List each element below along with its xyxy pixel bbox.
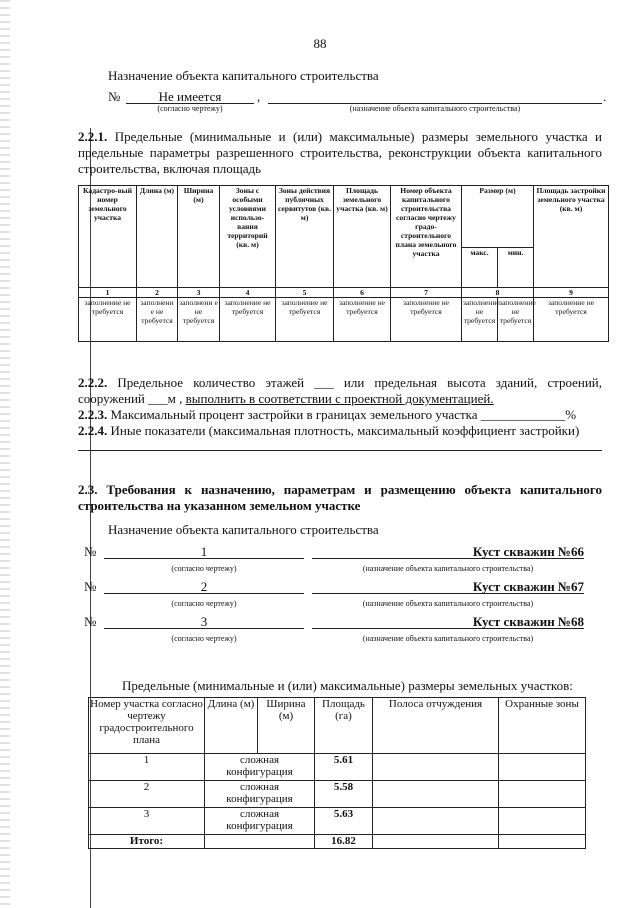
- header-size: Размер (м): [462, 186, 534, 248]
- column-number: 4: [220, 288, 276, 298]
- parameters-table: [78, 185, 609, 342]
- header-object-number: Номер объекта капитального строительства согласно чертежу градо-строительного плана земельного участка: [391, 186, 462, 288]
- item-caption-left: (согласно чертежу): [171, 634, 237, 643]
- paragraph-2-2-3-num: 2.2.3.: [78, 407, 108, 422]
- paragraph-2-2-3-text: Максимальный процент застройки в границах земельного участка _____________%: [110, 407, 577, 422]
- paragraph-2-2-3: [78, 407, 602, 423]
- header-size-min: мин.: [498, 248, 534, 288]
- item-purpose-value: Куст скважин №66: [472, 544, 584, 559]
- table-cell: заполнение не требуется: [534, 298, 609, 342]
- paragraph-2-2-4-num: 2.2.4.: [78, 423, 108, 438]
- paragraph-2-2-4-blank-line: [78, 450, 602, 451]
- total-protection-zones: [499, 835, 586, 849]
- header-building-area: Площадь застройки земельного участка (кв. м): [534, 186, 609, 288]
- header-cadastral-number: Кадастро-вый номер земельного участка: [79, 186, 137, 288]
- header-size-max: макс.: [462, 248, 498, 288]
- section1-period: .: [603, 89, 607, 104]
- item-number-field: [104, 579, 304, 594]
- item-caption-right: (назначение объекта капитального строительства): [362, 564, 534, 573]
- table-cell: заполнение не требуется: [462, 298, 498, 342]
- row-number: 2: [89, 781, 205, 808]
- section-2-3-num: 2.3.: [78, 482, 98, 497]
- table-cell: заполнени е не требуется: [178, 298, 220, 342]
- column-number: 9: [534, 288, 609, 298]
- table-cell: заполнение не требуется: [391, 298, 462, 342]
- paragraph-2-2-2-text: Предельное количество этажей ___ или предельная высота зданий, строений,: [117, 375, 603, 390]
- section1-purpose-field: [268, 89, 602, 104]
- column-number: 1: [79, 288, 137, 298]
- page-number: 88: [313, 36, 327, 51]
- section1-caption-right: (назначение объекта капитального строительства): [349, 104, 521, 113]
- section1-caption-left: (согласно чертежу): [157, 104, 223, 113]
- header-length: Длина (м): [137, 186, 178, 288]
- item-number-field: [104, 544, 304, 559]
- table-row: [89, 754, 586, 781]
- item-number-value: 2: [200, 579, 208, 594]
- item-caption-right: (назначение объекта капитального строительства): [362, 599, 534, 608]
- paragraph-2-2-4: [78, 423, 602, 439]
- item-number-prefix: №: [84, 544, 97, 559]
- row-protection-zones: [499, 808, 586, 835]
- item-caption-left: (согласно чертежу): [171, 564, 237, 573]
- header-special-zones: Зоны с особыми условиями использо-вания территорий (кв. м): [220, 186, 276, 288]
- paragraph-2-2-2-num: 2.2.2.: [78, 375, 108, 390]
- header-width: Ширина (м): [178, 186, 220, 288]
- item-purpose-field: [312, 579, 584, 594]
- table-row: [89, 808, 586, 835]
- header-plot-area: Площадь земельного участка (кв. м): [334, 186, 391, 288]
- total-label: Итого:: [89, 835, 205, 849]
- item-caption-left: (согласно чертежу): [171, 599, 237, 608]
- section-2-3-line2: строительства на указанном земельном участке: [78, 498, 361, 513]
- column-number: 5: [276, 288, 334, 298]
- header-width: Ширина (м): [258, 698, 315, 754]
- section-2-3-title: Требования к назначению, параметрам и размещению объекта капитального: [106, 482, 603, 497]
- item-number-value: 1: [200, 544, 208, 559]
- paragraph-2-2-1-text: Предельные (минимальные и (или) максимальные) размеры земельного участка и предельные параметры разрешенного строительства, реконструкции объекта капитального строительства, включая площадь: [78, 129, 603, 176]
- total-exclusion-strip: [373, 835, 499, 849]
- column-number: 2: [137, 288, 178, 298]
- total-row: [89, 835, 586, 849]
- section1-number-value: Не имеется: [158, 89, 222, 104]
- table-cell: заполнение не требуется: [220, 298, 276, 342]
- header-area: Площадь (га): [315, 698, 373, 754]
- column-number: 3: [178, 288, 220, 298]
- row-exclusion-strip: [373, 808, 499, 835]
- header-easement-zones: Зоны действия публичных сервитутов (кв. м): [276, 186, 334, 288]
- header-exclusion-strip: Полоса отчуждения: [373, 698, 499, 754]
- row-protection-zones: [499, 754, 586, 781]
- total-empty: [205, 835, 315, 849]
- row-exclusion-strip: [373, 754, 499, 781]
- header-length: Длина (м): [205, 698, 258, 754]
- section1-heading: Назначение объекта капитального строительства: [108, 68, 379, 83]
- item-purpose-field: [312, 614, 584, 629]
- row-shape: сложная конфигурация: [205, 808, 315, 835]
- table-cell: заполнение не требуется: [498, 298, 534, 342]
- section1-number-field: [126, 89, 254, 104]
- item-number-field: [104, 614, 304, 629]
- section1-comma: ,: [257, 89, 261, 104]
- paragraph-2-2-1-num: 2.2.1.: [78, 129, 108, 144]
- row-shape: сложная конфигурация: [205, 754, 315, 781]
- paragraph-2-2-4-text: Иные показатели (максимальная плотность, максимальный коэффициент застройки): [110, 423, 580, 438]
- plot-sizes-table: [88, 697, 586, 849]
- row-number: 1: [89, 754, 205, 781]
- row-protection-zones: [499, 781, 586, 808]
- paragraph-2-2-2-height: сооружений ___м ,: [78, 391, 183, 406]
- row-area: 5.58: [315, 781, 373, 808]
- table-cell: заполнение не требуется: [79, 298, 137, 342]
- table-cell: заполнение не требуется: [276, 298, 334, 342]
- table2-caption: Предельные (минимальные и (или) максимальные) размеры земельных участков:: [122, 678, 573, 693]
- header-protection-zones: Охранные зоны: [499, 698, 586, 754]
- item-number-value: 3: [200, 614, 208, 629]
- row-area: 5.63: [315, 808, 373, 835]
- row-shape: сложная конфигурация: [205, 781, 315, 808]
- column-number: 8: [462, 288, 534, 298]
- header-plot-number: Номер участка согласно чертежу градостроительного плана: [89, 698, 205, 754]
- section1-number-prefix: №: [108, 89, 121, 104]
- table-cell: заполнение не требуется: [334, 298, 391, 342]
- paragraph-2-2-2-line2: [78, 391, 602, 407]
- item-purpose-field: [312, 544, 584, 559]
- row-number: 3: [89, 808, 205, 835]
- paragraph-2-2-2-note: выполнить в соответствии с проектной документацией.: [185, 391, 494, 406]
- scan-edge-artifact: [0, 0, 10, 905]
- row-exclusion-strip: [373, 781, 499, 808]
- paragraph-2-2-1: [78, 129, 602, 177]
- section2-heading: Назначение объекта капитального строительства: [108, 522, 379, 537]
- item-number-prefix: №: [84, 579, 97, 594]
- item-purpose-value: Куст скважин №67: [472, 579, 584, 594]
- table-row: [89, 781, 586, 808]
- table-cell: заполнени е не требуется: [137, 298, 178, 342]
- section-2-3-line1: [78, 482, 602, 498]
- total-value: 16.82: [315, 835, 373, 849]
- row-area: 5.61: [315, 754, 373, 781]
- column-number: 6: [334, 288, 391, 298]
- item-purpose-value: Куст скважин №68: [472, 614, 584, 629]
- paragraph-2-2-2-line1: [78, 375, 602, 391]
- item-number-prefix: №: [84, 614, 97, 629]
- item-caption-right: (назначение объекта капитального строительства): [362, 634, 534, 643]
- column-number: 7: [391, 288, 462, 298]
